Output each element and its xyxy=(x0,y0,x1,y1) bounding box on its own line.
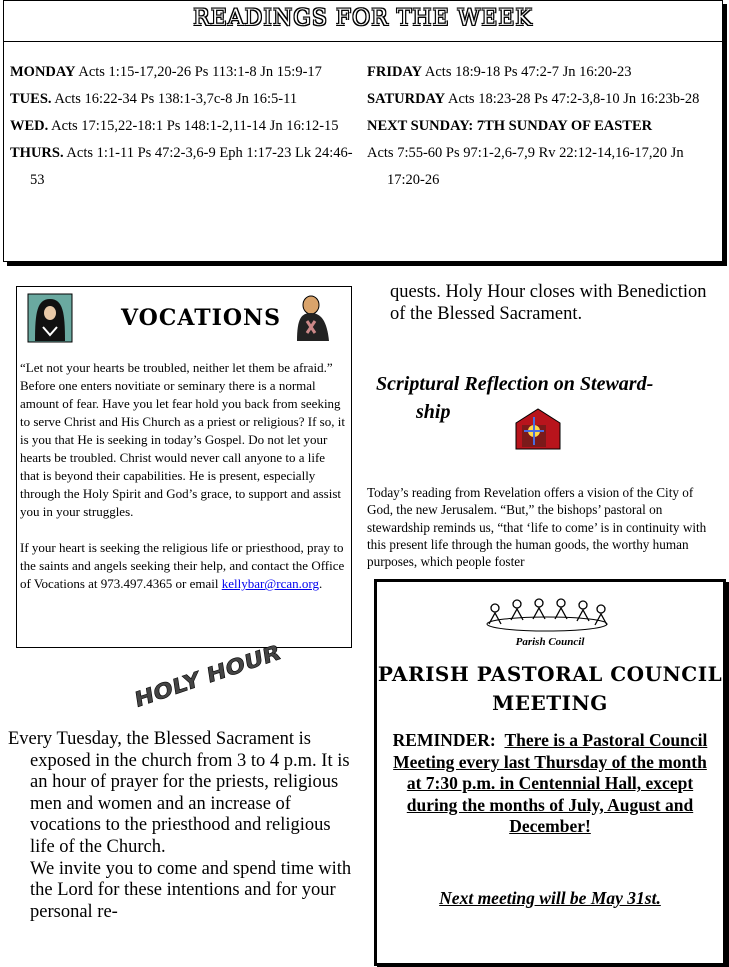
parish-council-reminder: REMINDER: There is a Pastoral Council Meeting every last Thursday of the month at 7:30 p.m. in Centennial Hall, except during the months of July, August and December! xyxy=(392,730,708,837)
nun-praying-icon xyxy=(27,293,73,343)
holy-hour-logo xyxy=(120,639,282,722)
reading-tuesday: TUES. Acts 16:22-34 Ps 138:1-3,7c-8 Jn 16:5-11 xyxy=(10,91,298,107)
svg-text:HOLY HOUR: HOLY HOUR xyxy=(133,639,282,714)
reading-saturday: SATURDAY Acts 18:23-28 Ps 47:2-3,8-10 Jn 16:23b-28 xyxy=(367,91,700,107)
stewardship-body: Today’s reading from Revelation offers a vision of the City of God, the new Jerusalem. “But,” the bishops’ pastoral on stewardship reminds us, “that ‘life to come’ is in continuity with this present life through the human goods, the worthy human purposes, which people foster xyxy=(367,485,707,570)
vocations-contact-paragraph: If your heart is seeking the religious life or priesthood, pray to the saints and angels seeking their help, and contact the Office of Vocations at 973.497.4365 or email kellybar@rcan.org. xyxy=(20,540,345,591)
next-meeting-date: Next meeting will be May 31st. xyxy=(439,888,661,908)
stewardship-icon xyxy=(512,407,562,451)
reading-monday: MONDAY Acts 1:15-17,20-26 Ps 113:1-8 Jn 15:9-17 xyxy=(10,64,322,80)
stewardship-title: Scriptural Reflection on Steward- ship xyxy=(376,373,654,423)
parish-council-label: Parish Council xyxy=(515,636,585,648)
reading-thursday: THURS. Acts 1:1-11 Ps 47:2-3,6-9 Eph 1:17-23 Lk 24:46-53 xyxy=(10,145,353,188)
reading-friday: FRIDAY Acts 18:9-18 Ps 47:2-7 Jn 16:20-23 xyxy=(367,64,632,80)
parish-council-box xyxy=(374,579,726,966)
priest-praying-icon xyxy=(289,293,335,343)
holy-hour-paragraph: Every Tuesday, the Blessed Sacrament is exposed in the church from 3 to 4 p.m. It is an hour of prayer for the priests, religious men and women and an increase of vocations to the priesthood and religious life of the Church. xyxy=(8,729,350,857)
vocations-box xyxy=(16,286,352,648)
holy-hour-text xyxy=(8,729,353,923)
reading-next-sunday: Acts 7:55-60 Ps 97:1-2,6-7,9 Rv 22:12-14,16-17,20 Jn 17:20-26 xyxy=(367,145,684,188)
holy-hour-continued: quests. Holy Hour closes with Benediction of the Blessed Sacrament. xyxy=(390,282,707,324)
vocations-body xyxy=(20,359,346,611)
readings-title: READINGS FOR THE WEEK xyxy=(4,1,722,42)
parish-council-title: PARISH PASTORAL COUNCIL MEETING xyxy=(377,662,723,715)
reading-next-sunday-heading: NEXT SUNDAY: 7TH SUNDAY OF EASTER xyxy=(367,118,653,134)
council-meeting-icon xyxy=(477,594,617,638)
readings-left-column xyxy=(10,59,360,194)
reading-wednesday: WED. Acts 17:15,22-18:1 Ps 148:1-2,11-14 Jn 16:12-15 xyxy=(10,118,339,134)
vocations-paragraph: “Let not your hearts be troubled, neither let them be afraid.” Before one enters novitiate or seminary there is a normal amount of fear. Have you let fear hold you back from seeking to serve Christ and His Church as a priest or religious? If so, it is you that He is seeking in today’s Gospel. Do not let your hearts be troubled. Christ would never call anyone to a life that is beyond their capabilities. He is present, especially through the Holy Spirit and God’s grace, to support and assist you in your struggles. xyxy=(20,360,345,519)
holy-hour-invite: We invite you to come and spend time with the Lord for these intentions and for your personal re- xyxy=(30,858,352,922)
readings-box xyxy=(3,0,723,262)
vocations-email-link[interactable]: kellybar@rcan.org xyxy=(221,576,319,591)
readings-right-column xyxy=(367,59,712,194)
vocations-title: VOCATIONS xyxy=(121,305,282,331)
